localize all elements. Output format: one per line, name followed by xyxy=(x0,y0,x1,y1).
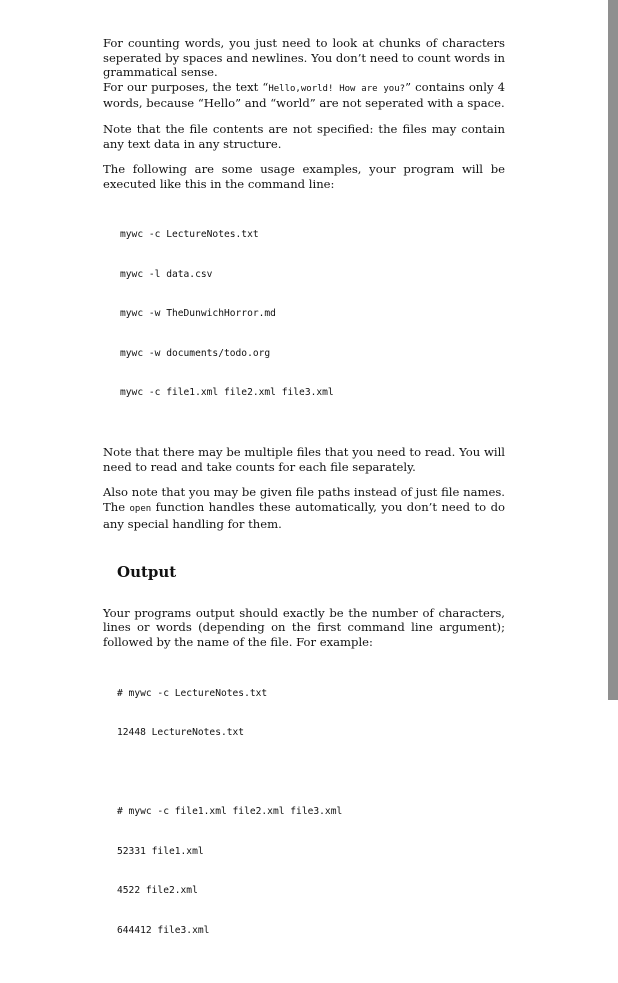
output-example-2-code-block xyxy=(117,779,505,963)
paragraph-file-paths-prefix: Also note that you may be given file paths instead of just file names. The xyxy=(103,485,505,515)
paragraph-counting-words xyxy=(103,36,505,111)
code-line: 4522 file2.xml xyxy=(117,885,198,897)
paragraph-counting-words-text: For counting words, you just need to look at chunks of characters seperated by spaces and newlines. You don’t need to count words in grammatical sense. xyxy=(103,36,505,80)
code-line: mywc -c LectureNotes.txt xyxy=(120,229,259,241)
code-line: 12448 LectureNotes.txt xyxy=(117,727,245,739)
usage-examples-code-block xyxy=(120,202,505,425)
code-line: mywc -c file1.xml file2.xml file3.xml xyxy=(120,386,334,398)
output-example-1-code-block xyxy=(117,661,505,766)
section-heading-output: Output xyxy=(117,563,177,582)
code-line: 52331 file1.xml xyxy=(117,845,204,857)
paragraph-multiple-files: Note that there may be multiple files that you need to read. You will need to read and take counts for each file separately. xyxy=(103,445,505,474)
paragraph-file-paths-suffix: function handles these automatically, you don’t need to do any special handling for them. xyxy=(103,500,506,531)
inline-code-hello-world: Hello,world! How are you? xyxy=(268,83,406,94)
code-line: # mywc -c file1.xml file2.xml file3.xml xyxy=(117,806,343,818)
document-page xyxy=(103,36,505,983)
inline-code-open: open xyxy=(129,504,152,515)
code-line: mywc -l data.csv xyxy=(120,268,213,280)
code-line: # mywc -c LectureNotes.txt xyxy=(117,687,268,699)
paragraph-file-paths xyxy=(103,485,505,531)
vertical-scrollbar[interactable] xyxy=(608,0,618,700)
code-line: mywc -w TheDunwichHorror.md xyxy=(120,308,276,320)
paragraph-output-description: Your programs output should exactly be the number of characters, lines or words (depending on the first command line argument); followed by the name of the file. For example: xyxy=(103,605,505,650)
paragraph-purposes-suffix: ” contains only 4 words, because “Hello” and “world” are not seperated with a space. xyxy=(103,79,506,111)
paragraph-purposes-prefix: For our purposes, the text “ xyxy=(103,79,269,94)
paragraph-usage-intro: The following are some usage examples, your program will be executed like this in the command line: xyxy=(103,162,505,191)
paragraph-file-contents: Note that the file contents are not specified: the files may contain any text data in any structure. xyxy=(103,121,505,151)
code-line: mywc -w documents/todo.org xyxy=(120,347,271,359)
code-line: 644412 file3.xml xyxy=(117,924,210,936)
